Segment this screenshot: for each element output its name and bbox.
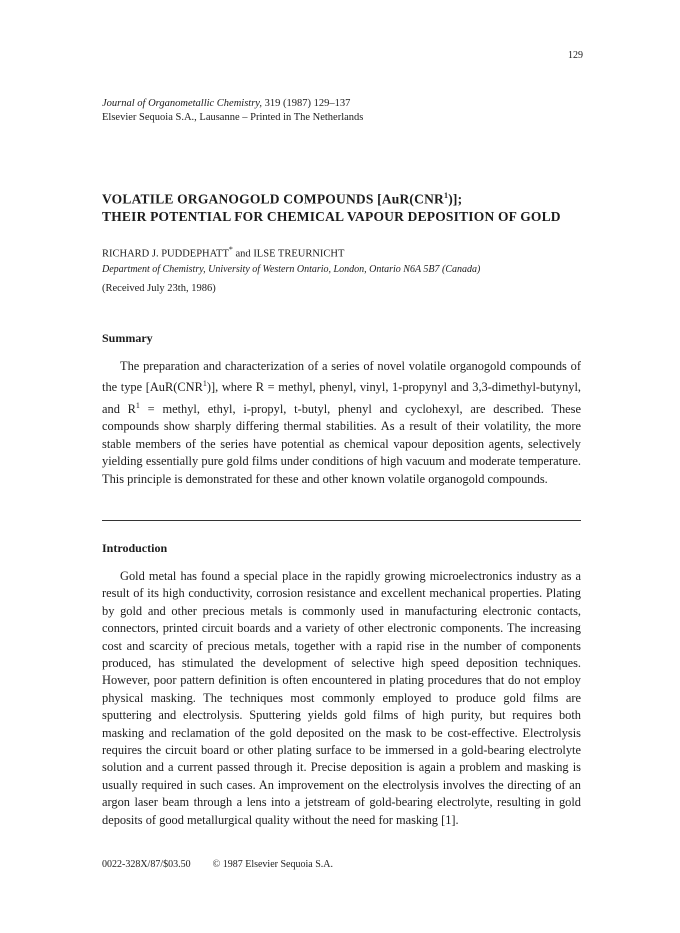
journal-info xyxy=(102,97,363,125)
summary-text: The preparation and characterization of a series of novel volatile organogold compounds of the type [AuR(CNR$^1$)], where R = methyl, phenyl, vinyl, 1-propynyl and 3,3-dimethyl-butynyl, and $R^1$ = methyl, ethyl, i-propyl, t-butyl, phenyl and cyclohexyl, are described. These compounds show sharply differing thermal stabilities. As a result of their volatility, the more stable members of the series have potential as chemical vapour deposition agents, selectively yielding essentially pure gold films under conditions of high vacuum and moderate temperature. This principle is demonstrated for these and other known volatile organogold compounds. xyxy=(102,359,581,486)
copyright: © 1987 Elsevier Sequoia S.A. xyxy=(212,859,333,870)
issn-price: 0022-328X/87/$03.50 xyxy=(102,859,191,870)
footer xyxy=(102,858,333,871)
introduction-heading: Introduction xyxy=(102,541,168,555)
introduction-text: Gold metal has found a special place in the rapidly growing microelectronics industry as a result of its high conductivity, corrosion resistance and excellent mechanical properties. Plating by gold and other precious metals is commonly used in manufacturing electronic contacts, connectors, printed circuit boards and a variety of other electronic components. The increasing cost and scarcity of precious metals, together with a rapid rise in the number of components produced, has stimulated the development of selective high speed deposition techniques. However, poor pattern definition is often encountered in plating procedures that do not employ physical masking. The techniques most commonly employed to produce gold films are sputtering and electrolysis. Sputtering yields gold films of high purity, but requires both masking and reclamation of the gold deposited on the mask to be cost-effective. Electrolysis requires the circuit board or other plating surface to be immersed in a gold-bearing electrolyte solution and a current passed through it. Precise deposition is again a problem and masking is usually required in such cases. An improvement on the electrolysis involves the directing of an argon laser beam through a lens into a jetstream of gold-bearing electrolyte, resulting in gold deposits of good metallurgical quality without the need for masking [1]. xyxy=(102,569,581,827)
article-title xyxy=(102,187,592,225)
title-line-2: THEIR POTENTIAL FOR CHEMICAL VAPOUR DEPOSITION OF GOLD xyxy=(102,208,561,224)
title-line-1: VOLATILE ORGANOGOLD COMPOUNDS [AuR(CNR$^1$)]; xyxy=(102,191,463,207)
corresponding-mark: * xyxy=(228,245,233,254)
summary-heading: Summary xyxy=(102,331,153,345)
received-date: (Received July 23th, 1986) xyxy=(102,283,216,294)
page-number: 129 xyxy=(568,50,583,61)
journal-volume: 319 (1987) 129–137 xyxy=(262,98,351,109)
author-treurnicht: ILSE TREURNICHT xyxy=(253,248,345,260)
section-divider xyxy=(102,520,581,521)
author-puddephatt: RICHARD J. PUDDEPHATT xyxy=(102,248,229,260)
author-list: RICHARD J. PUDDEPHATT* and ILSE TREURNICHT xyxy=(102,245,345,260)
publisher-line: Elsevier Sequoia S.A., Lausanne – Printed in The Netherlands xyxy=(102,112,364,123)
journal-citation xyxy=(102,97,363,111)
journal-name: Journal of Organometallic Chemistry, xyxy=(102,98,263,109)
affiliation: Department of Chemistry, University of Western Ontario, London, Ontario N6A 5B7 (Canada) xyxy=(102,264,481,275)
